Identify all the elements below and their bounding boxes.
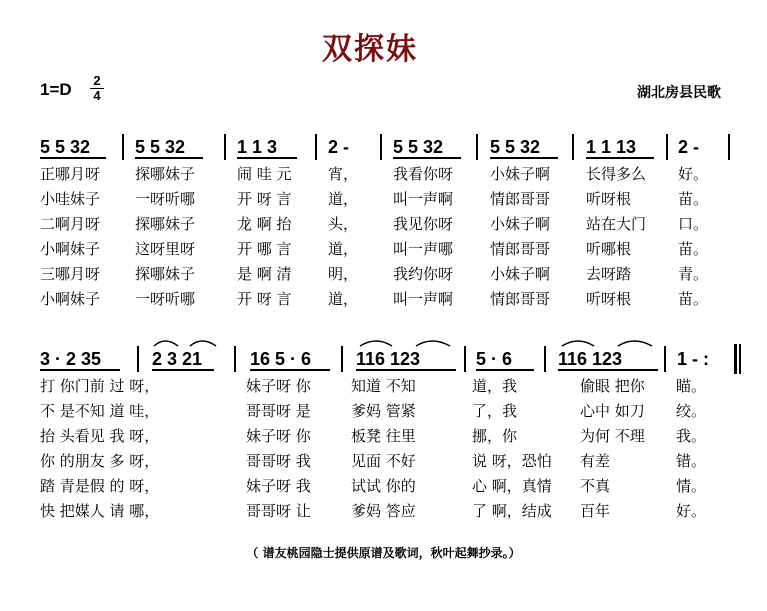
beam-underline <box>393 157 461 159</box>
lyric-text: 站在大门 <box>586 215 647 233</box>
lyric-text: 叫一声啊 <box>393 290 454 308</box>
slur-mark <box>190 341 216 346</box>
lyric-text: 苗。 <box>678 240 709 258</box>
lyric-text: 开 呀 言 <box>237 290 292 308</box>
lyric-text: 小啊妹子 <box>40 290 101 308</box>
slur-mark <box>618 341 652 346</box>
measure-notes: 5 5 32 <box>490 137 541 157</box>
measure-notes: 5 · 6 <box>476 349 513 369</box>
lyric-text: 瞄。 <box>676 377 707 395</box>
lyric-text: 爹妈 管紧 <box>351 402 416 420</box>
lyric-text: 打 你门前 过 呀， <box>40 377 160 395</box>
lyric-text: 见面 不好 <box>351 452 416 470</box>
key-signature: 1=D <box>40 80 72 99</box>
lyric-text: 错。 <box>676 452 707 470</box>
beam-underline <box>586 157 654 159</box>
lyric-text: 听呀根 <box>586 190 632 208</box>
lyric-text: 妹子呀 你 <box>246 427 311 445</box>
lyric-text: 不真 <box>580 477 611 495</box>
lyric-text: 二啊月呀 <box>40 215 101 233</box>
lyric-text: 心中 如刀 <box>580 402 645 420</box>
lyric-text: 不 是不知 道 哇， <box>40 402 160 420</box>
measure-notes: 2 - <box>678 137 700 157</box>
bar-line <box>122 134 124 160</box>
measure-notes: 2 3 21 <box>152 349 203 369</box>
lyric-text: 快 把媒人 请 哪， <box>40 502 160 520</box>
bar-line <box>728 134 730 160</box>
lyric-text: 了 啊，结成 <box>472 502 552 520</box>
bar-line <box>664 346 666 372</box>
lyric-text: 一呀听哪 <box>135 290 196 308</box>
time-signature-bottom: 4 <box>90 88 104 103</box>
lyric-text: 小哇妹子 <box>40 190 101 208</box>
lyric-text: 为何 不理 <box>580 427 645 445</box>
bar-line <box>380 134 382 160</box>
measure-notes: 5 5 32 <box>135 137 186 157</box>
lyric-text: 好。 <box>678 165 709 183</box>
bar-line <box>224 134 226 160</box>
bar-line <box>476 134 478 160</box>
bar-line <box>341 346 343 372</box>
lyric-text: 长得多么 <box>586 165 647 183</box>
beam-underline <box>250 369 330 371</box>
slur-marks <box>150 335 225 349</box>
lyric-text: 试试 你的 <box>351 477 416 495</box>
measure-notes: 16 5 · 6 <box>250 349 312 369</box>
lyric-text: 有差 <box>580 452 611 470</box>
lyric-text: 开 呀 言 <box>237 190 292 208</box>
lyric-text: 踏 青是假 的 呀， <box>40 477 160 495</box>
lyric-text: 小妹子啊 <box>490 215 551 233</box>
lyric-text: 知道 不知 <box>351 377 416 395</box>
lyric-text: 妹子呀 你 <box>246 377 311 395</box>
beam-underline <box>558 369 658 371</box>
lyric-text: 情郎哥哥 <box>490 240 551 258</box>
lyric-text: 抬 头看见 我 呀， <box>40 427 160 445</box>
lyric-text: 叫一声哪 <box>393 240 454 258</box>
lyric-text: 我约你呀 <box>393 265 454 283</box>
beam-underline <box>237 157 297 159</box>
measure-notes: 3 · 2 35 <box>40 349 102 369</box>
lyric-text: 我看你呀 <box>393 165 454 183</box>
slur-mark <box>416 341 450 346</box>
bar-line <box>544 346 546 372</box>
lyric-text: 道， <box>328 240 359 258</box>
lyric-text: 道， <box>328 290 359 308</box>
beam-underline <box>40 157 106 159</box>
lyric-text: 听哪根 <box>586 240 632 258</box>
lyric-text: 说 呀，恐怕 <box>472 452 552 470</box>
lyric-text: 探哪妹子 <box>135 215 196 233</box>
lyric-text: 这呀里呀 <box>135 240 196 258</box>
lyric-text: 哥哥呀 让 <box>246 502 311 520</box>
lyric-text: 闹 哇 元 <box>237 165 292 183</box>
measure-notes: 5 5 32 <box>40 137 91 157</box>
lyric-text: 叫一声啊 <box>393 190 454 208</box>
beam-underline <box>40 369 120 371</box>
beam-underline <box>152 369 214 371</box>
lyric-text: 三哪月呀 <box>40 265 101 283</box>
beam-underline <box>476 369 534 371</box>
lyric-text: 口。 <box>678 215 709 233</box>
slur-marks <box>354 335 464 349</box>
lyric-text: 妹子呀 我 <box>246 477 311 495</box>
lyric-text: 我见你呀 <box>393 215 454 233</box>
bar-line <box>137 346 139 372</box>
measure-notes: 1 1 13 <box>586 137 637 157</box>
bar-line <box>315 134 317 160</box>
lyric-text: 哥哥呀 我 <box>246 452 311 470</box>
slur-mark <box>562 341 594 346</box>
lyric-text: 青。 <box>678 265 709 283</box>
measure-notes: 116 123 <box>356 349 421 369</box>
lyric-text: 情郎哥哥 <box>490 290 551 308</box>
lyric-text: 正哪月呀 <box>40 165 101 183</box>
lyric-text: 一呀听哪 <box>135 190 196 208</box>
slur-mark <box>154 341 178 346</box>
lyric-text: 小妹子啊 <box>490 265 551 283</box>
measure-notes: 1 1 3 <box>237 137 278 157</box>
lyric-text: 我。 <box>676 427 707 445</box>
lyric-text: 了，我 <box>472 402 518 420</box>
lyric-text: 探哪妹子 <box>135 165 196 183</box>
lyric-text: 明， <box>328 265 359 283</box>
footer-note: （ 谱友桃园隐士提供原谱及歌词，秋叶起舞抄录。） <box>246 546 521 560</box>
beam-underline <box>135 157 203 159</box>
lyric-text: 宵， <box>328 165 359 183</box>
final-bar-line <box>734 344 737 374</box>
lyric-text: 偷眼 把你 <box>580 377 645 395</box>
lyric-text: 开 哪 言 <box>237 240 292 258</box>
lyric-text: 绞。 <box>676 402 707 420</box>
song-title: 双探妹 <box>322 32 418 67</box>
lyric-text: 探哪妹子 <box>135 265 196 283</box>
lyric-text: 头， <box>328 215 359 233</box>
lyric-text: 好。 <box>676 502 707 520</box>
lyric-text: 情。 <box>676 477 707 495</box>
measure-notes: 5 5 32 <box>393 137 444 157</box>
lyric-text: 苗。 <box>678 290 709 308</box>
time-signature-top: 2 <box>93 73 101 88</box>
beam-underline <box>356 369 456 371</box>
beam-underline <box>490 157 558 159</box>
lyric-text: 苗。 <box>678 190 709 208</box>
slur-mark <box>360 341 392 346</box>
bar-line <box>572 134 574 160</box>
lyric-text: 是 啊 清 <box>237 265 292 283</box>
measure-notes: 116 123 <box>558 349 623 369</box>
lyric-text: 去呀踏 <box>586 265 632 283</box>
lyric-text: 挪，你 <box>472 427 518 445</box>
lyric-text: 小妹子啊 <box>490 165 551 183</box>
lyric-text: 板凳 往里 <box>351 427 416 445</box>
slur-marks <box>556 335 666 349</box>
lyric-text: 听呀根 <box>586 290 632 308</box>
bar-line <box>234 346 236 372</box>
song-origin: 湖北房县民歌 <box>637 85 721 101</box>
bar-line <box>464 346 466 372</box>
lyric-text: 龙 啊 抬 <box>237 215 292 233</box>
lyric-text: 哥哥呀 是 <box>246 402 311 420</box>
lyric-text: 道， <box>328 190 359 208</box>
lyric-text: 情郎哥哥 <box>490 190 551 208</box>
bar-line <box>666 134 668 160</box>
time-signature <box>90 74 104 103</box>
final-bar-line-thin <box>739 344 741 374</box>
measure-notes: 1 - : <box>677 349 710 369</box>
lyric-text: 爹妈 答应 <box>351 502 416 520</box>
lyric-text: 道，我 <box>472 377 518 395</box>
lyric-text: 百年 <box>580 502 611 520</box>
lyric-text: 你 的朋友 多 呀， <box>40 452 160 470</box>
measure-notes: 2 - <box>328 137 350 157</box>
lyric-text: 小啊妹子 <box>40 240 101 258</box>
lyric-text: 心 啊，真情 <box>472 477 552 495</box>
